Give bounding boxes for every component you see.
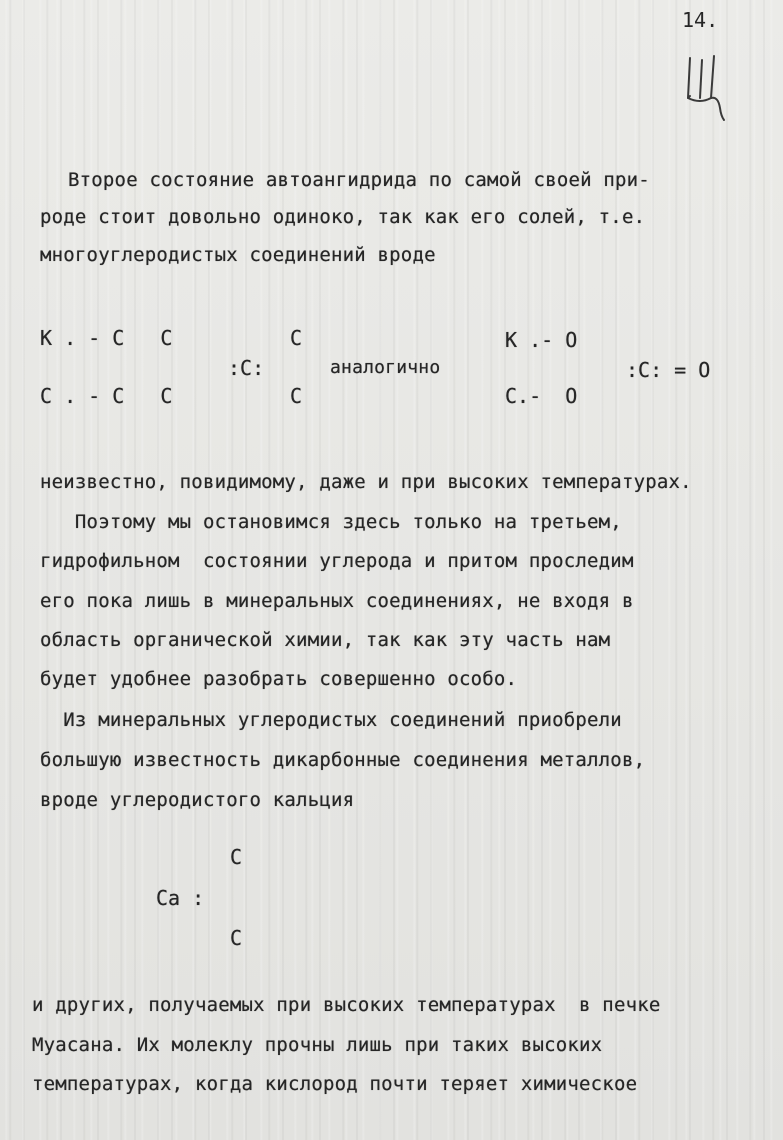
formula-carbon-top: С	[290, 326, 303, 350]
handwritten-archive-mark	[684, 52, 734, 128]
text-line: гидрофильном состоянии углерода и притом проследим	[40, 550, 634, 572]
text-line: большую известность дикарбонные соединения металлов,	[40, 749, 646, 771]
text-line: Поэтому мы остановимся здесь только на третьем,	[40, 511, 622, 533]
text-line: Из минеральных углеродистых соединений приобрели	[40, 709, 622, 731]
text-line: многоуглеродистых соединений вроде	[40, 244, 436, 266]
formula-right-row-1: К .- О	[505, 328, 578, 352]
formula-right-row-2: С.- О	[505, 384, 578, 408]
text-line: роде стоит довольно одиноко, так как его солей, т.е.	[40, 206, 646, 228]
text-line: Второе состояние автоангидрида по самой своей при-	[68, 169, 650, 191]
text-line: область органической химии, так как эту часть нам	[40, 629, 611, 651]
page-number: 14.	[682, 8, 719, 32]
text-line: вроде углеродистого кальция	[40, 789, 355, 811]
formula-left-row-2: С . - С С	[40, 384, 173, 408]
formula-center-carbon: :С:	[228, 356, 265, 380]
text-line: неизвестно, повидимому, даже и при высоких температурах.	[40, 471, 692, 493]
text-line: Муасана. Их молеклу прочны лишь при таких высоких	[32, 1034, 603, 1056]
text-line: будет удобнее разобрать совершенно особо.	[40, 668, 518, 690]
formula2-carbon-bottom: С	[230, 926, 243, 950]
text-line: его пока лишь в минеральных соединениях, не входя в	[40, 590, 634, 612]
formula-right-center: :С: = О	[626, 358, 711, 382]
text-line: и других, получаемых при высоких температурах в печке	[32, 994, 661, 1016]
formula2-calcium: Са :	[156, 886, 205, 910]
formula-carbon-bottom: С	[290, 384, 303, 408]
formula-connector-text: аналогично	[330, 357, 441, 378]
text-line: температурах, когда кислород почти теряет химическое	[32, 1073, 638, 1095]
formula-left-row-1: К . - С С	[40, 326, 173, 350]
formula2-carbon-top: С	[230, 845, 243, 869]
handwritten-mark-icon	[684, 52, 734, 124]
